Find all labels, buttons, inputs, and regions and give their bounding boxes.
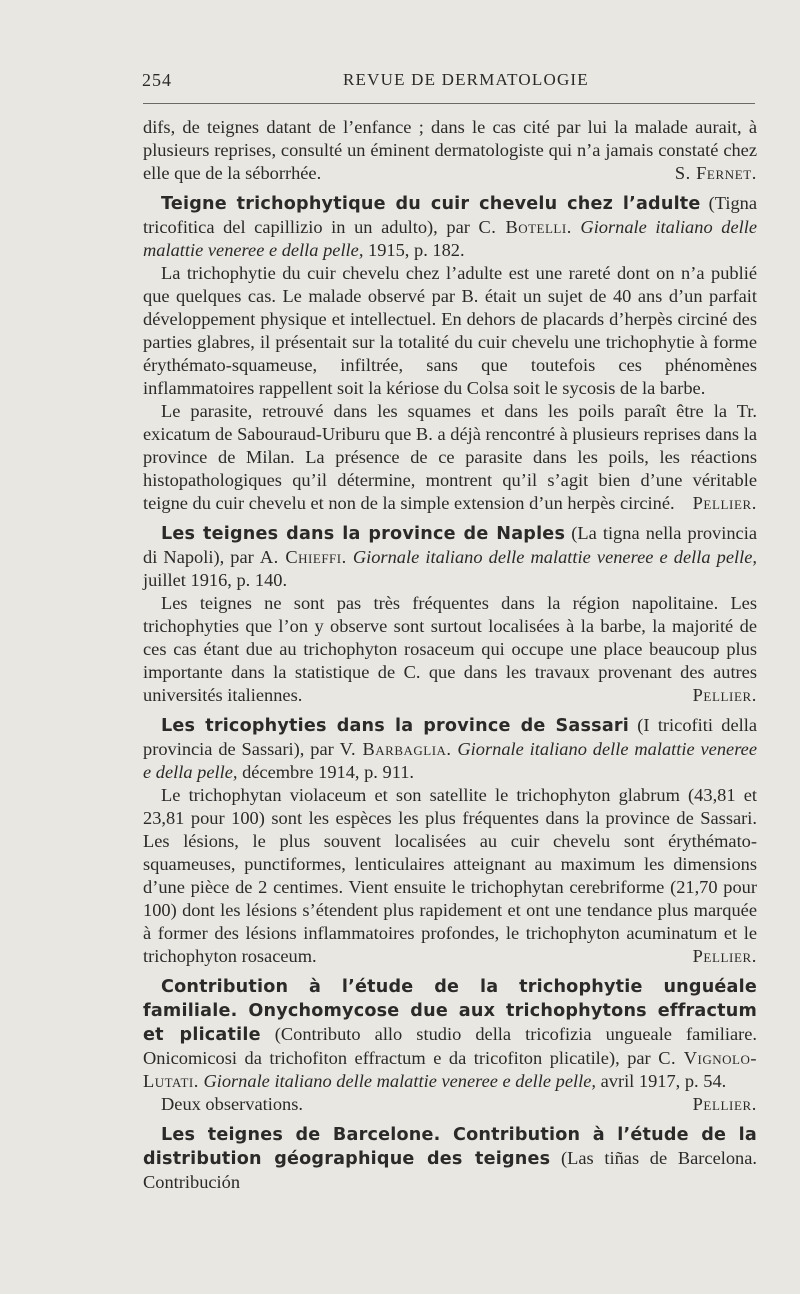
signature: Pellier. [692,1094,757,1114]
page-header [0,64,800,94]
original-title: (Tigna tricofitica del capillizio in un adulto), par [143,193,757,237]
article-heading: Les tricophyties dans la province de Sassari [161,716,630,736]
author: C. Botelli. [478,217,572,237]
author: V. Barbaglia. [339,739,452,759]
paragraph: La trichophytie du cuir chevelu chez l’adulte est une rareté dont on n’a publié que quelques cas. Le malade observé par B. était un sujet de 40 ans d’un parfait développement physique et intellectuel. En dehors de placards d’herpès circiné des parties glabres, il présentait sur la totalité du cuir chevelu une trichophytie à forme érythémato-squameuse, infiltrée, sans que toutefois ces phénomènes inflammatoires rappellent soit la kériose du Colsa soit le sycosis de la barbe. [143,263,757,398]
running-title: REVUE DE DERMATOLOGIE [343,70,589,89]
article-reference [143,1123,757,1194]
article-reference [143,975,757,1093]
page-number: 254 [142,70,172,90]
article-reference [143,714,757,784]
article-heading: Les teignes de Barcelone. Contribution à l’étude de la distribution géographique des teignes [143,1125,757,1169]
paragraph [143,784,757,968]
signature: Pellier. [692,493,757,513]
article-heading: Contribution à l’étude de la trichophytie unguéale familiale. Onychomycose due aux trichophytons effractum et plicatile [143,977,757,1045]
signature: S. Fernet. [674,163,757,183]
header-rule [143,103,755,104]
author: C. Vignolo-Lutati. [143,1048,757,1091]
original-title: (La tigna nella provincia di Napoli), par [143,523,757,567]
body-text [143,116,757,1194]
article-heading: Les teignes dans la province de Naples [161,524,566,544]
paragraph-text: Les teignes ne sont pas très fréquentes dans la région napolitaine. Les trichophyties que l’on y observe sont surtout localisées à la barbe, la majorité de ces cas étant due au trichophyton rosaceum qui occupe une place beaucoup plus importante dans la statistique de C. que dans les travaux provenant des autres universités italiennes. [143,593,757,705]
journal-title: Giornale italiano delle malattie veneree e della pelle, [143,739,758,782]
journal-title: Giornale italiano delle malattie veneree e delle pelle, [198,1071,596,1091]
paragraph [143,592,757,707]
paragraph-text: Le parasite, retrouvé dans les squames et dans les poils paraît être la Tr. exicatum de Sabouraud-Uriburu que B. a déjà rencontré à plusieurs reprises dans la province de Milan. La présence de ce parasite dans les poils, les réactions histopathologiques qu’il détermine, montrent qu’il s’agit bien d’une véritable teigne du cuir chevelu et non de la simple extension d’un herpès circiné. [143,401,757,513]
paragraph-text: difs, de teignes datant de l’enfance ; dans le cas cité par lui la malade aurait, à plusieurs reprises, consulté un éminent dermatologiste qui n’a jamais constaté chez elle que de la séborrhée. [143,117,757,183]
signature: Pellier. [692,946,757,966]
original-title: (I tricofiti della provincia de Sassari), par [143,715,757,759]
paragraph-text: Deux observations. [161,1094,303,1114]
citation-details: avril 1917, p. 54. [595,1071,727,1091]
signature: Pellier. [692,685,757,705]
paragraph-text: Le trichophytan violaceum et son satellite le trichophyton glabrum (43,81 et 23,81 pour 100) sont les espèces les plus fréquentes dans la province de Sassari. Les lésions, le plus souvent localisées au cuir chevelu sont érythémato-squameuses, punctiformes, lenticulaires atteignant au maximum les dimensions d’une pièce de 2 centimes. Vient ensuite le trichophytan cerebriforme (21,70 pour 100) dont les lésions s’étendent plus rapidement et ont une tendance plus marquée à former des lésions inflammatoires profondes, le trichophyton acuminatum et le trichophyton rosaceum. [143,785,757,966]
original-title: (Las tiñas de Barcelona. Contribución [143,1148,757,1192]
journal-title: Giornale italiano delle malattie veneree e della pelle, [346,547,757,567]
citation-details: juillet 1916, p. 140. [143,570,288,590]
author: A. Chieffi. [259,547,347,567]
citation-details: 1915, p. 182. [363,240,465,260]
paragraph [143,400,757,515]
journal-title: Giornale italiano delle malattie veneree e della pelle, [143,217,757,260]
citation-details: décembre 1914, p. 911. [237,762,415,782]
article-reference [143,522,757,592]
article-heading: Teigne trichophytique du cuir chevelu chez l’adulte [161,194,701,214]
paragraph [143,1093,757,1116]
article-continuation [143,116,757,185]
original-title: (Contributo allo studio della tricofizia ungueale familiare. Onicomicosi da trichofiton effractum e da tricofiton plicatile), par [143,1024,757,1068]
article-reference [143,192,757,262]
